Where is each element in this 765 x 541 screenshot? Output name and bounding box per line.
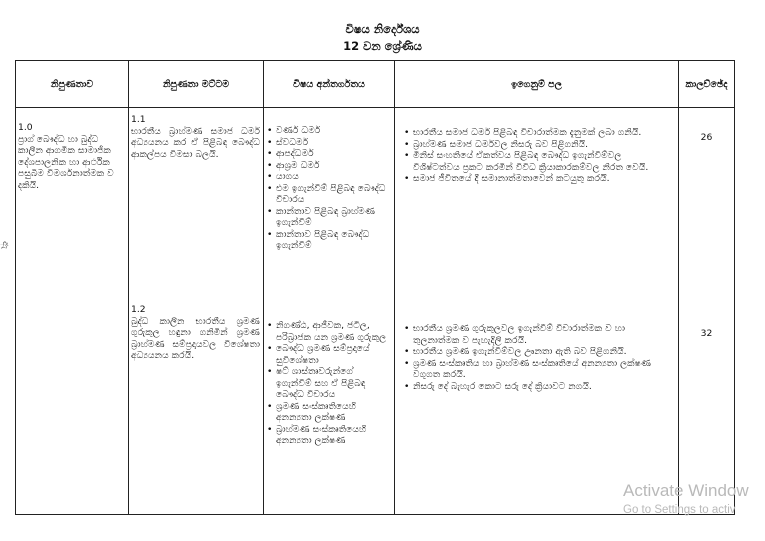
- competency-cell: [16, 108, 129, 515]
- list-item: • ආපද්ධර්ම: [266, 148, 391, 160]
- learning-outcomes-cell: [395, 108, 679, 515]
- header-competency: නිපුණතාව: [16, 61, 129, 108]
- outcome-list: [403, 127, 658, 185]
- list-item: • ස්වධර්ම: [266, 137, 391, 149]
- list-item: • නිගණ්ඨ, ආජීවක, ජටිල, පරිබ්‍රාජක යන ශ්‍රමණ ගුරුකුල: [266, 320, 391, 343]
- list-item: • මිනිස් සංහතියේ ඒකත්වය පිළිබඳ බෞද්ධ ඉගැන්වීම්වල විශිෂ්ටත්වය ප්‍රකට කරමින් විවිධ ක්‍රියාකාරකම්වල නිරත වෙයි.: [403, 150, 658, 173]
- list-item: • ආශ්‍රම ධර්ම: [266, 160, 391, 172]
- level-text: භාරතීය බ්‍රාහ්මණ සමාජ ධර්ම අධ්‍යයනය කර ඒ පිළිබඳ බෞද්ධ ආකල්පය විමසා බලයි.: [131, 125, 260, 160]
- header-subject-content: විෂය අන්තර්ගතය: [264, 61, 395, 108]
- list-item: • යාගය: [266, 171, 391, 183]
- level-text: බුද්ධ කාලීන භාරතීය ශ්‍රමණ ගුරුකුල හඳුනා ගනිමින් ශ්‍රමණ බ්‍රාහ්මණ සම්ප්‍රදායවල විශේෂතා අධ්‍යයනය කරයි.: [131, 315, 260, 361]
- competency-level-cell: [129, 108, 264, 515]
- list-item: • ශ්‍රමණ සංස්කෘතියෙහි අනන්‍යතා ලක්ෂණ: [266, 401, 391, 424]
- competency-text: ප්‍රාග් බෞද්ධ හා බුද්ධ කාලීන ආගමික සාමාජික දේශපාලනික හා ආර්ථික පසුබිම විමර්ශනාත්මක ව දකියි.: [18, 133, 114, 191]
- header-competency-level: නිපුණතා මට්ටම: [129, 61, 264, 108]
- watermark-subtitle: Go to Settings to activ: [623, 504, 736, 516]
- list-item: • සමාජ ජීවිතයේ දී සමානාත්මතාවෙන් කටයුතු කරයි.: [403, 173, 658, 185]
- header-learning-outcomes: ඉගෙනුම් පල: [395, 61, 679, 108]
- grade-label: 12 වන ශ්‍රේණිය: [343, 39, 422, 53]
- subject-content-cell: [264, 108, 395, 515]
- document-title: විෂය නිර්දේශය: [345, 22, 420, 36]
- list-item: • බ්‍රාහ්මණ සමාජ ධර්මවල නිසරු බව පිළිගනියි.: [403, 139, 658, 151]
- list-item: • වර්ණ ධර්ම: [266, 125, 391, 137]
- competency-code: 1.0: [18, 122, 33, 133]
- content-list: [266, 320, 391, 447]
- list-item: • භාරතීය ශ්‍රමණ ගුරුකුලවල ඉගැන්වීම් විචාරාත්මක ව හා තුලනාත්මක ව පැහැදිලි කරයි.: [403, 323, 674, 346]
- list-item: • එම ඉගැන්වීම් පිළිබඳ බෞද්ධ විචාරය: [266, 183, 391, 206]
- period-count: 32: [700, 328, 713, 339]
- level-block: [131, 304, 260, 362]
- list-item: • කාන්තාව පිළිබඳ බ්‍රාහ්මණ ඉගැන්වීම්: [266, 206, 391, 229]
- list-item: • ශ්‍රමණ සංස්කෘතිය හා බ්‍රාහ්මණ සංස්කෘතියේ අනන්‍යතා ලක්ෂණ වගුගත කරයි.: [403, 358, 674, 381]
- period-count: 26: [700, 132, 713, 143]
- outcome-list: [403, 323, 674, 392]
- list-item: • ෂට් ශාස්තෘවරුන්ගේ ඉගැන්වීම් සහ ඒ පිළිබඳ බෞද්ධ විචාරය: [266, 366, 391, 401]
- activation-watermark: [623, 481, 749, 516]
- list-item: • බෞද්ධ ශ්‍රමණ සම්ප්‍රදායේ සුවිශේෂතා: [266, 343, 391, 366]
- list-item: • කාන්තාව පිළිබඳ බෞද්ධ ඉගැන්වීම්: [266, 229, 391, 252]
- level-block: [131, 114, 260, 160]
- margin-mark: ඇ: [0, 241, 10, 249]
- table-header-row: [16, 61, 735, 108]
- list-item: • බ්‍රාහ්මණ සංස්කෘතියෙහි අනන්‍යතා ලක්ෂණ: [266, 424, 391, 447]
- table-row: [16, 108, 735, 515]
- header-periods: කාලච්ඡේද: [679, 61, 735, 108]
- level-code: 1.2: [131, 304, 146, 315]
- content-list: [266, 125, 391, 252]
- list-item: • භාරතීය සමාජ ධර්ම පිළිබඳ විචාරාත්මක දැනුමක් ලබා ගනියි.: [403, 127, 658, 139]
- list-item: • නිසරු දේ බැහැර කොට සරු දේ ක්‍රියාවට නගයි.: [403, 381, 674, 393]
- list-item: • භාරතීය ශ්‍රමණ ඉගැන්වීම්වල ඌනතා ඇති බව පිළිගනියි.: [403, 346, 674, 358]
- periods-cell: [679, 108, 735, 515]
- watermark-title: Activate Window: [623, 481, 749, 500]
- syllabus-table: [15, 60, 735, 515]
- level-code: 1.1: [131, 114, 146, 125]
